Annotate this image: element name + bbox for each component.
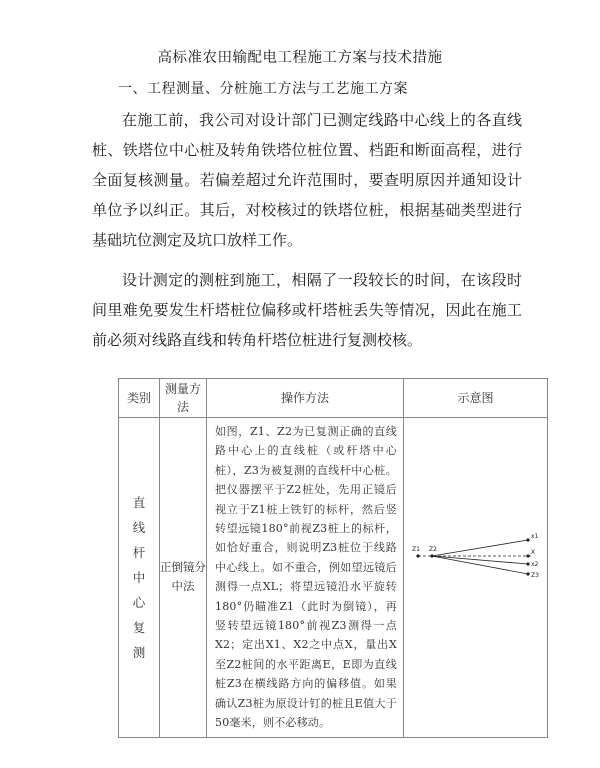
method-cell: 正倒镜分中法 bbox=[160, 418, 207, 738]
paragraph-1: 在施工前，我公司对设计部门已测定线路中心线上的各直线桩、铁塔位中心桩及转角铁塔位桩位置、档距和断面高程，进行全面复核测量。若偏差超过允许范围时，要查明原因并通知设计单位予以纠正。其后，对校核过的铁塔位桩，根据基础类型进行基础坑位测定及坑口放样工作。 bbox=[92, 111, 522, 249]
label-x2: x2 bbox=[531, 561, 539, 568]
table-row bbox=[119, 418, 548, 738]
sight-line-lower bbox=[432, 556, 528, 574]
category-cell bbox=[119, 418, 160, 738]
label-z1: Z1 bbox=[412, 546, 420, 553]
document-title: 高标准农田输配电工程施工方案与技术措施 bbox=[157, 50, 443, 66]
label-z2: Z2 bbox=[429, 546, 437, 553]
point-z3 bbox=[526, 572, 529, 575]
point-z1 bbox=[416, 554, 419, 557]
survey-method-table bbox=[118, 378, 548, 738]
table-header-row bbox=[119, 379, 548, 418]
label-x1: x1 bbox=[531, 533, 539, 540]
point-z2 bbox=[430, 554, 433, 557]
point-x2 bbox=[526, 562, 529, 565]
operation-text: 如图，Z1、Z2为已复测正确的直线路中心上的直线桩（或杆塔中心桩），Z3为被复测的直线杆中心桩。把仪器摆平于Z2桩处，先用正镜后视立于Z1桩上铁钉的标杆，然后竖转望远镜180°前视Z3桩上的标杆，如恰好重合，则说明Z3桩位于线路中心线上。如不重合，例如望远镜后测得一点XL；将望远镜沿水平旋转180°仍瞄准Z1（此时为倒镜），再竖转望远镜180°前视Z3测得一点X2；定出X1、X2之中点X，量出X至Z2桩间的水平距离E，E即为直线桩Z3在横线路方向的偏移值。如果确认Z3桩为原设计钉的桩且E值大于50毫米，则不必移动。 bbox=[215, 425, 397, 730]
label-z3: Z3 bbox=[531, 572, 539, 579]
section-heading: 一、工程测量、分桩施工方法与工艺施工方案 bbox=[118, 81, 408, 97]
sight-line-x2 bbox=[432, 556, 528, 564]
header-category: 类别 bbox=[119, 379, 160, 418]
header-method: 测量方法 bbox=[160, 379, 207, 418]
paragraph-2: 设计测定的测桩到施工，相隔了一段较长的时间，在该段时间里难免要发生杆塔桩位偏移或杆塔桩丢失等情况，因此在施工前必须对线路直线和转角杆塔位桩进行复测校核。 bbox=[92, 271, 522, 349]
header-operation: 操作方法 bbox=[207, 379, 404, 418]
point-x bbox=[526, 554, 529, 557]
category-text: 直线杆中心复测 bbox=[132, 494, 146, 660]
operation-cell bbox=[207, 418, 404, 738]
point-x1 bbox=[526, 538, 529, 541]
header-schematic: 示意图 bbox=[404, 379, 548, 418]
schematic-diagram bbox=[404, 418, 547, 718]
sight-line-x1 bbox=[432, 540, 528, 556]
schematic-cell bbox=[404, 418, 548, 738]
label-x: X bbox=[531, 549, 536, 556]
